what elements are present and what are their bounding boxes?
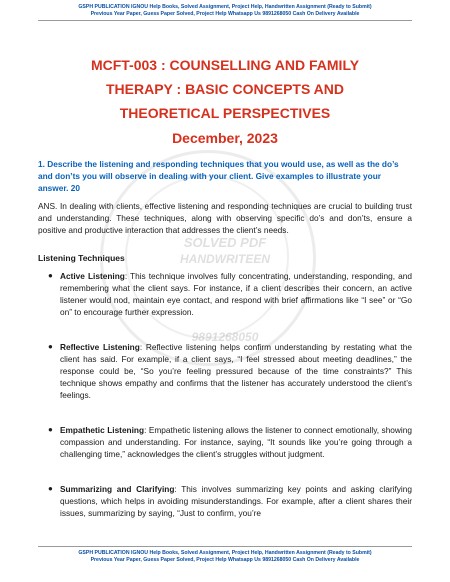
footer-line-1: GSPH PUBLICATION IGNOU Help Books, Solved Assignment, Project Help, Handwritten Assignment (Ready to Submit) <box>78 550 372 556</box>
technique-text: : This technique involves fully concentrating, understanding, responding, and remembering what the client says. For instance, if a client describes their concern, an active listener would nod, maintain eye contact, and respond with brief affirmations like “I see” or “Go on” to encourage further expression. <box>60 271 412 317</box>
page-footer <box>0 550 450 564</box>
header-line-2: Previous Year Paper, Guess Paper Solved, Project Help Whatsapp Us 9891268050 Cash On Delivery Available <box>90 11 360 17</box>
footer-line-2: Previous Year Paper, Guess Paper Solved, Project Help Whatsapp Us 9891268050 Cash On Delivery Available <box>90 557 360 563</box>
title-date: December, 2023 <box>172 130 278 146</box>
page-header <box>0 4 450 18</box>
answer-intro: ANS. In dealing with clients, effective listening and responding techniques are crucial to building trust and understanding. These techniques, along with observing specific do’s and don’ts, ensure a positive and productive interaction that addresses the client’s needs. <box>38 201 412 235</box>
section-heading: Listening Techniques <box>38 253 125 263</box>
list-item <box>48 424 412 460</box>
watermark-line-2: HANDWRITEEN <box>180 252 270 266</box>
technique-text: : Reflective listening helps confirm understanding by restating what the client has said. For example, if a client says, “I feel stressed about meeting deadlines,” the response could be, “So you’re feeling pressured because of the time constraints?” This technique shows empathy and confirms that the listener has accurately understood the client’s feelings. <box>60 342 412 400</box>
bullet-icon: ● <box>48 484 53 493</box>
title-line-1: MCFT-003 : COUNSELLING AND FAMILY <box>90 57 360 73</box>
watermark-line-1: SOLVED PDF <box>183 235 267 250</box>
technique-term: Active Listening <box>60 271 125 281</box>
watermark-line-3: 9891268050 <box>191 330 259 344</box>
technique-term: Summarizing and Clarifying <box>60 484 175 494</box>
question-text: 1. Describe the listening and responding techniques that you would use, as well as the do’s and don’ts you will observe in dealing with your client. Give examples to illustrate your answer. 20 <box>38 159 399 193</box>
list-item <box>48 483 412 519</box>
header-line-1: GSPH PUBLICATION IGNOU Help Books, Solved Assignment, Project Help, Handwritten Assignment (Ready to Submit) <box>78 4 372 10</box>
title-line-2: THERAPY : BASIC CONCEPTS AND <box>105 81 345 97</box>
footer-divider <box>38 546 412 547</box>
technique-term: Empathetic Listening <box>60 425 145 435</box>
bullet-icon: ● <box>48 271 53 280</box>
list-item <box>48 341 412 401</box>
technique-text: : This involves summarizing key points and asking clarifying questions, which helps in avoiding misunderstandings. For example, after a client shares their issues, summarizing by saying, “Just to confirm, you’re <box>60 484 412 518</box>
title-line-3: THEORETICAL PERSPECTIVES <box>119 105 331 121</box>
technique-term: Reflective Listening <box>60 342 140 352</box>
bullet-icon: ● <box>48 342 53 351</box>
list-item <box>48 270 412 318</box>
technique-text: : Empathetic listening allows the listener to connect emotionally, showing compassion and understanding. For instance, saying, “It sounds like you’re going through a challenging time,” acknowledges the client’s struggles without judgment. <box>60 425 412 459</box>
header-divider <box>38 20 412 21</box>
bullet-icon: ● <box>48 425 53 434</box>
